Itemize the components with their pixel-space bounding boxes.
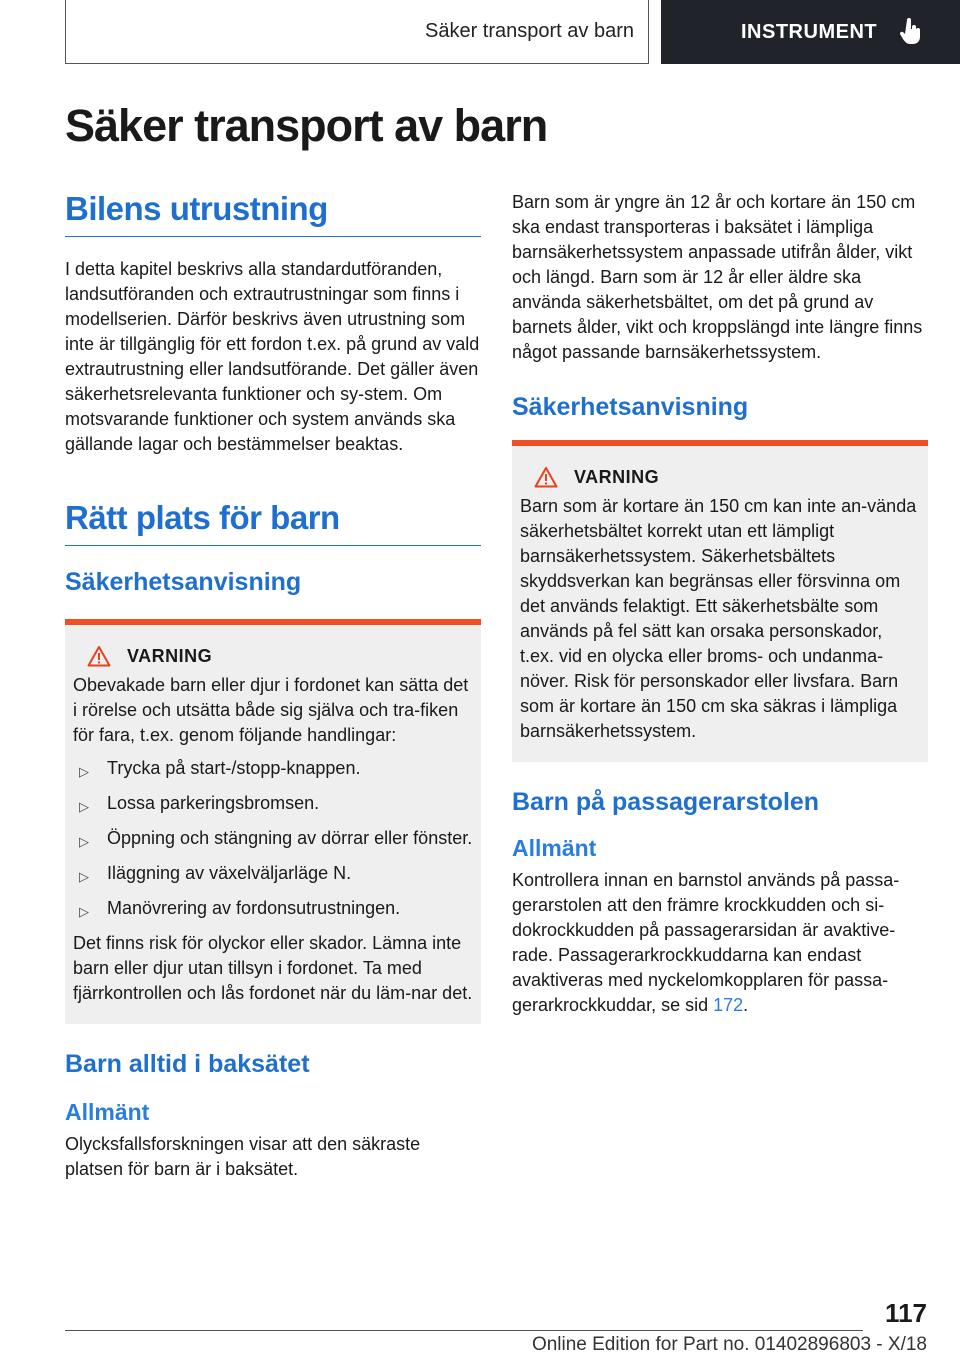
bullet-triangle-icon: ▷ [79, 904, 89, 919]
heading-safety-right: Säkerhetsanvisning [512, 393, 749, 421]
list-item: ▷ Trycka på start-/stopp-knappen. [73, 756, 473, 784]
list-item: ▷ Manövrering av fordonsutrustningen. [73, 896, 473, 924]
paragraph-equipment: I detta kapitel beskrivs alla standardutföranden, landsutföranden och extrautrustningar som finns i modellserien. Därför beskrivs även utrustning som inte är tillgänglig för ett fordon t.ex. på grund av vald extrautrustning eller landsutförande. Det gäller även säkerhetsrelevanta funktioner och sy-stem. Om motsvarande funktioner och system används ska gällande lagar och bestämmelser beaktas. [65, 259, 480, 454]
warning-title: VARNING [574, 466, 660, 487]
page-title: Säker transport av barn [65, 100, 548, 151]
heading-back-seat: Barn alltid i baksätet [65, 1050, 310, 1078]
footer-divider [65, 1330, 863, 1331]
warning-intro: Obevakade barn eller djur i fordonet kan sätta det i rörelse och utsätta både sig själva och tra-fiken för fara, t.ex. genom följande handlingar: [73, 675, 469, 745]
list-item: ▷ Iläggning av växelväljarläge N. [73, 861, 473, 889]
warning-box-left [65, 619, 481, 1024]
chapter-label: INSTRUMENT [741, 20, 878, 43]
heading-bilens-utrustning: Bilens utrustning [65, 190, 481, 237]
warning-header [534, 466, 920, 488]
footer-edition: Online Edition for Part no. 01402896803 - X/18 [531, 1334, 927, 1355]
paragraph-intro-right: Barn som är yngre än 12 år och kortare än 150 cm ska endast transporteras i baksätet i lämpliga barnsäkerhetssystem anpassade utifrån ålder, vikt och längd. Barn som är 12 år eller äldre ska använda säkerhetsbältet, om det på grund av barnets ålder, vikt och kroppslängd inte längre finns något passande barnsäkerhetssystem. [512, 192, 923, 362]
heading-ratt-plats: Rätt plats för barn [65, 499, 481, 546]
heading-passenger-seat: Barn på passagerarstolen [512, 788, 820, 816]
list-item: ▷ Öppning och stängning av dörrar eller fönster. [73, 826, 473, 854]
bullet-triangle-icon: ▷ [79, 869, 89, 884]
left-column [65, 190, 481, 1182]
bullet-triangle-icon: ▷ [79, 799, 89, 814]
page-number: 117 [885, 1298, 927, 1328]
warning-list [73, 756, 473, 924]
paragraph-back-seat: Olycksfallsforskningen visar att den säkraste platsen för barn är i baksätet. [65, 1134, 421, 1179]
heading-general-left: Allmänt [65, 1099, 150, 1125]
heading-general-right: Allmänt [512, 835, 597, 861]
warning-triangle-icon [534, 466, 558, 488]
warning-outro: Det finns risk för olyckor eller skador. Lämna inte barn eller djur utan tillsyn i fordonet. Ta med fjärrkontrollen och lås fordonet när du läm-nar det. [73, 933, 473, 1003]
list-item: ▷ Lossa parkeringsbromsen. [73, 791, 473, 819]
paragraph-passenger: Kontrollera innan en barnstol används på passa-gerarstolen att den främre krockkudden och si-dokrockkudden på passagerarsidan är avaktive-rade. Passagerarkrockkuddarna kan endast avaktiveras med nyckelomkopplaren för passa-gerarkrockkuddar, se sid 172. [512, 870, 900, 1015]
section-title-text: Säker transport av barn [425, 20, 634, 42]
warning-text: Barn som är kortare än 150 cm kan inte an-vända säkerhetsbältet korrekt utan ett lämpligt barnsäkerhetssystem. Säkerhetsbältets skyddsverkan kan begränsas eller försvinna om det används felaktigt. Ett säkerhetsbälte som används på fel sätt kan orsaka personskador, t.ex. vid en olycka eller broms- och undanma-növer. Risk för personskador eller livsfara. Barn som är kortare än 150 cm ska säkras i lämpliga barnsäkerhetssystem. [520, 496, 917, 741]
hand-pointer-icon [899, 18, 923, 46]
warning-title: VARNING [127, 645, 213, 666]
warning-triangle-icon [87, 645, 111, 667]
header-chapter-tab[interactable] [661, 0, 960, 64]
heading-safety-left: Säkerhetsanvisning [65, 568, 302, 596]
bullet-triangle-icon: ▷ [79, 764, 89, 779]
warning-header [87, 645, 473, 667]
warning-box-right [512, 440, 928, 762]
right-column [512, 190, 928, 1018]
bullet-triangle-icon: ▷ [79, 834, 89, 849]
header-section-title [65, 0, 649, 64]
page-link-172[interactable]: 172 [713, 995, 744, 1015]
